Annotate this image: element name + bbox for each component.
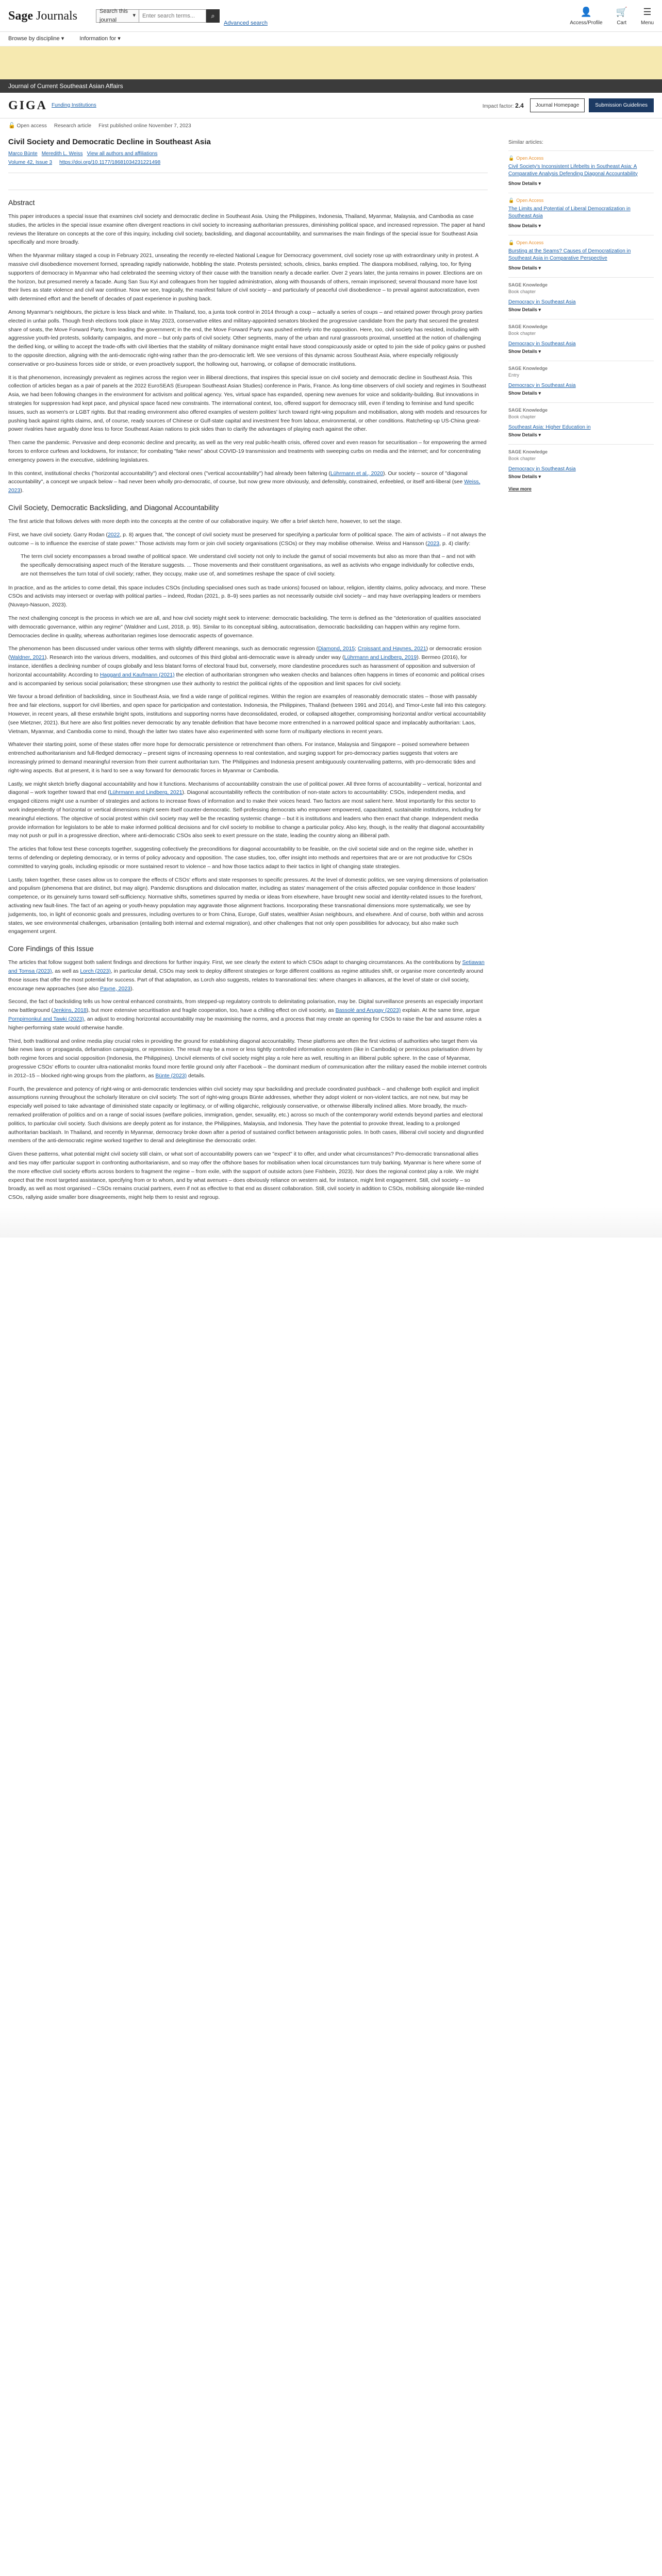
source-subtype: Book chapter (508, 414, 536, 419)
similar-article-link[interactable]: Democracy in Southeast Asia (508, 341, 576, 347)
section-heading: Civil Society, Democratic Backsliding, and Diagonal Accountability (8, 503, 219, 512)
body-paragraph: The articles that follow suggest both salient findings and directions for further inquiry. First, we see clearly the extent to which CSOs adapt to changing circumstances. As the contributions by Setiawan and Tomsa (2023), as well as Lorch (2023), in particular detail, CSOs may seek to deploy different strategies or forge different coalitions as regime attitudes shift, or organise more concertedly around those issues that offer the most potential for success. Part of that adaptation, as Lorch also suggests, relates to transnational ties: where changes in alliances, at the level of state or civil society, encourage new approaches (see also Payne, 2023). (8, 959, 485, 992)
body-paragraph: The articles that follow test these concepts together, suggesting collectively the preconditions for diagonal accountability to be feasible, on the civil societal side and on the regime side, whether in terms of defending or depleting democracy, or in terms of policy advocacy and opposition. The case studies, too, offer insight into methods and repertoires that are or are not productive for CSOs committed to varying goals, including episodic or more sustained resort to violence – and how those tactics adapt to their tactics in light of changing state strategies. (8, 846, 473, 870)
unlock-icon: 🔓 (508, 197, 515, 203)
author-list (8, 150, 488, 158)
unlock-icon: 🔓 (8, 123, 15, 129)
article-type: Research article (54, 123, 92, 129)
similar-article-item (508, 193, 654, 235)
citation-link[interactable]: Setiawan and Tomsa (2023) (8, 959, 485, 974)
chevron-down-icon: ▾ (133, 12, 136, 19)
similar-article-link[interactable]: Democracy in Southeast Asia (508, 466, 576, 472)
source-label: SAGE Knowledge (508, 407, 548, 413)
source-label: SAGE Knowledge (508, 365, 548, 371)
submission-guidelines-button[interactable]: Submission Guidelines (589, 98, 654, 112)
similar-article-link[interactable]: Civil Society's Inconsistent Lifebelts in Southeast Asia: A Comparative Analysis Defending Diagonal Accountability (508, 164, 638, 177)
body-paragraph: We favour a broad definition of backsliding, since in Southeast Asia, we find a wide range of political regimes. Within the region are examples of reasonably democratic states – those with passably free and fair elections, support for civil liberties, and open space for participation and contestation. Indonesia, the Philippines, Thailand (between 1991 and 2014), and Timor-Leste fall into this category. However, in recent years, all these erstwhile bright spots, institutions and supporting norms have deconsolidated, eroded, or collapsed altogether, compromising horizontal and/or vertical accountability (see Mietzner, 2021). But here are also first polities never democratic by any tenable definition that have become more entrenched in a narrowed political space and implacably authoritarian: Laos, Vietnam, Myanmar, and Cambodia come to mind, though the latter two states have also experimented with some form of multiparty elections in recent years. (8, 693, 487, 735)
open-access-label: 🔓 Open Access (508, 197, 654, 205)
citation-link[interactable]: Lührmann et al., 2020 (330, 470, 383, 477)
body-paragraph: The next challenging concept is the process in which we are all, and how civil society might seek to intervene: democratic backsliding. The term is defined as the "deterioration of qualities associated with democratic governance, within any regime" (Waldner and Lust, 2018, p. 95). Similar to its conceptual sibling, autocratisation, democratic backsliding can happen within any regime form. Democracies decline in quality, whereas authoritarian regimes lose democratic aspects of governance. (8, 615, 481, 639)
similar-article-item (508, 444, 654, 486)
doi-link[interactable]: https://doi.org/10.1177/18681034231221498 (59, 160, 161, 165)
citation-link[interactable]: Bünte (2023) (155, 1072, 187, 1079)
open-access-label: 🔓 Open Access (508, 240, 654, 247)
browse-discipline-menu[interactable]: Browse by discipline ▾ (8, 36, 64, 42)
top-bar (0, 0, 662, 32)
open-access-badge: 🔓 Open access (8, 123, 47, 129)
citation-link[interactable]: Haggard and Kaufmann (2021) (100, 671, 175, 678)
similar-article-link[interactable]: The Limits and Potential of Liberal Democratization in Southeast Asia (508, 206, 631, 219)
similar-article-item (508, 361, 654, 402)
search-scope-select[interactable]: Search this journal ▾ (96, 9, 139, 23)
source-label: SAGE Knowledge (508, 282, 548, 287)
citation-link[interactable]: Weiss, 2023 (8, 479, 481, 494)
citation-link[interactable]: 2023 (427, 540, 440, 547)
citation-link[interactable]: 2022 (107, 531, 120, 538)
journal-homepage-button[interactable]: Journal Homepage (530, 98, 585, 112)
show-details-toggle[interactable]: Show Details ▾ (508, 432, 541, 437)
body-paragraph: Lastly, taken together, these cases allow us to compare the effects of CSOs' efforts and state responses to specific pressures. At the level of domestic politics, we see varying dimensions of polarisation and populism (phenomena that are distinct, but may align). Pandemic disruptions and dislocation matter, including as states' management of the crisis affected popular confidence in those leaders' competence, or its genuinely turns toward self-sufficiency. Normative shifts, sometimes spurred by media or ideas from elsewhere, have brought new social and identity-related issues to the forefront, activating new fault-lines. The fact of an ageing or youth-heavy population may aggravate those alignment fractions. Incorporating these transnational dimensions more systematically, we see by judgements, too, in light of economic goals and pressures, including overtures to or from China, Europe, Gulf states, wealthier Asian neighbours, and elsewhere. And of course, both within and across states, we see environmental challenges, urbanisation (entailing both internal and external migration), and other challenges that not only open possibilities for advocacy, but also make such engagement urgent. (8, 876, 488, 935)
similar-article-item (508, 235, 654, 277)
body-paragraph: The phenomenon has been discussed under various other terms with slightly different meanings, such as democratic regression (Diamond, 2015; Croissant and Haynes, 2021) or democratic erosion (Waldner, 2021). Research into the various drivers, modalities, and outcomes of this third global anti-democratic wave is already under way (Lührmann and Lindberg, 2019). Bermeo (2016), for instance, identifies a declining number of coups globally and less blatant forms of electoral fraud but, conversely, more clandestine procedures such as harassment of opposition and subversion of horizontal accountability. According to Haggard and Kaufmann (2021) the election of authoritarian strongmen who weaken checks and balances often happens in times of economic and political crises and is accompanied by serious social polarisation; these strongmen use their authority to restrict the political rights of the opposition and limit spaces for civil society. (8, 646, 485, 687)
block-quote: The term civil society encompasses a broad swathe of political space. We understand civil society not only to include the gamut of social movements but also as more than that – and not with the specifically democratising aspect much of the literature suggests. ... Those movements and their constituent organisations, as well as activists who engage individually for collective ends, are not themselves the turn total of civil society; rather, they occupy, make use of, and sometimes reshape the space of civil society. (21, 553, 476, 577)
body-paragraph: Then came the pandemic. Pervasive and deep economic decline and precarity, as well as the very real public-health crisis, offered cover and even reason for securitisation – for empowering the armed forces to enforce curfews and lockdowns, for instance; for combating "fake news" about COVID-19 transmission and treatments with sweeping curbs on media and the internet; and for concentrating emergency powers in the executive, sidelining legislatures. (8, 439, 487, 463)
source-label: SAGE Knowledge (508, 449, 548, 454)
citation-link[interactable]: Bassolé and Arugay (2023) (335, 1007, 401, 1014)
show-details-toggle[interactable]: Show Details ▾ (508, 307, 541, 312)
citation-link[interactable]: Lorch (2023) (80, 968, 111, 974)
journal-header (0, 93, 662, 118)
access-profile-button[interactable]: 👤 Access/Profile (570, 5, 602, 27)
body-paragraph: Lastly, we might sketch briefly diagonal accountability and how it functions. Mechanisms of accountability constrain the use of political power. All three forms of accountability – vertical, horizontal and diagonal – work together toward that end (Lührmann and Lindberg, 2021). Diagonal accountability reflects the contribution of non-state actors to accountability: CSOs, independent media, and engaged citizens might use a number of strategies and actions to increase flows of information and to make their voices heard. Two factors are most salient here. Most importantly for this sector to work independently of horizontal or vertical dimensions might seem itself counter-democratic. Self-professing democrats who empower empowered, capacitated, sustainable institutions, including for meaningful elections. The objective of social protest within civil society may well be the recasting systemic change – but it is institutions and leaders who then enact that change. Independent media provide information for legislators to be able to make informed political decisions and for civil society to mobilise to change a particular policy. Also key, though, is the reality that diagonal accountability may not push or pull in a progressive direction, where anti-democratic CSOs also seek to exert pressure on the state, leading the country along an illiberal path. (8, 781, 485, 839)
similar-article-item (508, 150, 654, 193)
menu-button[interactable]: ☰ Menu (641, 5, 654, 27)
open-access-label: 🔓 Open Access (508, 155, 654, 162)
similar-article-link[interactable]: Democracy in Southeast Asia (508, 299, 576, 305)
similar-article-link[interactable]: Democracy in Southeast Asia (508, 382, 576, 388)
impact-factor: Impact factor: 2.4 (482, 101, 524, 109)
unlock-icon: 🔓 (508, 155, 515, 161)
similar-article-item (508, 402, 654, 444)
menu-icon: ☰ (643, 6, 652, 17)
published-date: First published online November 7, 2023 (98, 123, 191, 129)
author-link[interactable]: Meredith L. Weiss (41, 151, 83, 157)
search-input[interactable]: Enter search terms... (139, 9, 206, 23)
advanced-search-link[interactable]: Advanced search (224, 20, 268, 27)
author-link[interactable]: Marco Bünte (8, 151, 38, 157)
source-subtype: Book chapter (508, 456, 536, 461)
body-paragraph: First, we have civil society. Garry Rodan (2022, p. 8) argues that, "the concept of civil society must be preserved for specifying a particular form of political space. The aim of activists – if not always the outcome – is to influence the exercise of state power." Those activists may form or join civil society organisations (CSOs) or they may mobilise otherwise. Weiss and Hansson (2023, p. 4) clarify: (8, 531, 486, 547)
similar-article-link[interactable]: Southeast Asia: Higher Education in (508, 424, 591, 430)
body-paragraph: The first article that follows delves with more depth into the concepts at the centre of our collaborative inquiry. We offer a brief sketch here, however, to set the stage. (8, 518, 402, 524)
article-meta (0, 118, 662, 133)
show-details-toggle[interactable]: Show Details ▾ (508, 474, 541, 479)
show-details-toggle[interactable]: Show Details ▾ (508, 391, 541, 396)
site-logo[interactable]: Sage Journals (8, 9, 77, 23)
article-main (8, 133, 498, 1207)
page-footer-fade (0, 1207, 662, 1238)
nav-bar (0, 32, 662, 46)
cart-button[interactable]: 🛒 Cart (616, 5, 627, 27)
top-right-actions (570, 5, 654, 27)
show-details-toggle[interactable]: Show Details ▾ (508, 181, 541, 186)
show-details-toggle[interactable]: Show Details ▾ (508, 349, 541, 354)
show-details-toggle[interactable]: Show Details ▾ (508, 265, 541, 270)
body-paragraph: Given these patterns, what potential might civil society still claim, or what sort of accountability powers can we "expect" it to offer, and under what circumstances? Pro-democratic transnational allies and ties may offer particular support in confronting authoritarianism, and so may offer the offshore bases for mobilisation when local circumstances turn truly barking. Myanmar is here where some of the more effective civil society efforts across borders to fragment the regime – from exile, with the support of outside actors (see Fishbein, 2023). Nor does the regional context play a role. We might expect that the most targeted assistance, specifying from or to whom, and by what avenues – does obviously reliance on western aid, for instance, might limit engagement. Still, civil society – so broadly, as well as most organised – CSOs remains crucial partners, even if not as effective to that end as dissent collaboration. Still, civil society in addition to CSOs, mobilising alongside like-minded CSOs, rallying aside smaller bore disagreements, might help them to resist and regroup. (8, 1151, 484, 1201)
body-paragraph: When the Myanmar military staged a coup in February 2021, unseating the recently re-elected National League for Democracy government, civil society rose up with extraordinary unity in protest. A massive civil disobedience movement formed, spreading rapidly nationwide, hobbling the state. Protests persisted; schools, clinics, banks emptied. The diaspora mobilised, rallying, too, for flying supporters of democracy in Myanmar who had celebrated the seeming victory of their cause with the transition nearly a decade earlier. Over 2 years later, the junta remains in power. Elections are on the horizon, but presumed merely a facade. Aung San Suu Kyi and colleagues from her toppled administration, along with thousands of others, remain imprisoned; several thousand more have lost their lives as state violence and civil war continue. Now we see, tragically, the manifest failure of civil society – and particularly of peaceful civil disobedience – to prevail against autocratization, even with determined effort and the benefit of decades of past experience in pushing back. (8, 252, 483, 302)
cart-icon: 🛒 (616, 6, 627, 17)
body-paragraph: In this context, institutional checks ("horizontal accountability") and electoral ones ("vertical accountability") had already been faltering (Lührmann et al., 2020). Our society – source of "diagonal accountability", a concept we unpack below – had never been wholly pro-democratic, of course, but now grew more obviously, and defensibly, constrained, enfeebled, or itself anti-liberal (see Weiss, 2023). (8, 470, 481, 494)
sidebar-heading: Similar articles: (508, 139, 543, 145)
body-paragraph: In practice, and as the articles to come detail, this space includes CSOs (including specialised ones such as trade unions) focused on labour, religion, identity claims, policy advocacy, and more. These CSOs and activists may intersect or overlap with political parties – indeed, Rodan (2021, p. 8–9) sees parties as not necessarily outside civil society – and may have overlapping leaders or members (Nuvayo-Nasuon, 2023). (8, 584, 486, 608)
search-icon: ⌕ (211, 11, 215, 20)
citation-link[interactable]: Waldner, 2021 (10, 654, 45, 661)
source-subtype: Book chapter (508, 331, 536, 336)
citation-link[interactable]: Lührmann and Lindberg, 2019 (344, 654, 417, 661)
citation-link[interactable]: Lührmann and Lindberg, 2021 (109, 789, 183, 796)
section-heading: Core Findings of this Issue (8, 944, 94, 953)
show-details-toggle[interactable]: Show Details ▾ (508, 223, 541, 228)
article-title: Civil Society and Democratic Decline in Southeast Asia (8, 137, 211, 146)
abstract-text: This paper introduces a special issue that examines civil society and democratic decline in Southeast Asia. Using the Philippines, Indonesia, Thailand, Myanmar, Malaysia, and Cambodia as case studies, the articles in the special issue examine often divergent reactions in civil society to increasing authoritarian pressures, diminishing political space, and increased repression. The paper at hand reviews the literature on concepts at the core of this inquiry, including civil society, backsliding, and diagonal accountability, and summarises the main findings of the special issue for Southeast Asia specifically and more broadly. (8, 213, 485, 246)
similar-article-item (508, 319, 654, 361)
citation-link[interactable]: Croissant and Haynes, 2021 (358, 646, 426, 652)
view-more-link[interactable]: View more (508, 486, 532, 492)
funding-institutions-link[interactable]: Funding Institutions (52, 102, 96, 108)
volume-issue-link[interactable]: Volume 42, Issue 3 (8, 160, 53, 165)
citation-link[interactable]: Payne, 2023 (100, 985, 131, 992)
search-button[interactable] (206, 9, 220, 23)
user-icon: 👤 (580, 6, 592, 17)
page-body (0, 133, 662, 1207)
body-paragraph: Whatever their starting point, some of these states offer more hope for democratic persistence or retrenchment than others. For instance, Malaysia and Singapore – poised somewhere between entrenched authoritarianism and full-fledged democracy – present signs of increasing openness to real contestation, and surging support for pro-democracy parties suggests that voters are increasingly primed to demand meaningful reversion from their current authoritarian turn. The Philippines and Indonesia present ambiguously countervailing patterns, with pro-democratic tides and right-wing aspects. But at present, it is hard to see a way forward for democratic forces in Myanmar or Cambodia. (8, 741, 476, 774)
source-subtype: Entry (508, 372, 520, 378)
source-label: SAGE Knowledge (508, 324, 548, 329)
body-paragraph: Fourth, the prevalence and potency of right-wing or anti-democratic tendencies within civil society may spur backsliding and preclude coordinated pushback – and challenge both explicit and implicit assumptions running throughout the scholarly literature on civil society. The sort of right-wing groups Bünte addresses, whether they adopt violent or non-violent tactics, are not new, but may be especially well poised to take advantage of diminished state capacity or legitimacy, or of willing oligarchic, religiously conservative, or otherwise illiberally inclined allies. More broadly, the much-remarked proliferation of politics and on a range of social issues (welfare policies, immigration, gender, sexuality, etc.) across so much of the contemporary world extends beyond parties and electoral politics, to particular civil society. Such divisions are deeply potent as for instance, the Philippines, Malaysia, and Indonesia. They have the potential to provoke threat, leading to a prolonged authoritarian backlash. In Thailand, and recently in Myanmar, democracy broke down after a period of sustained conflict between antagonistic poles. In both cases, illiberal civil society and disgruntled members of the anti-democratic regime worked together to derail and delegitimise the democratic order. (8, 1086, 484, 1144)
body-paragraph: Third, both traditional and online media play crucial roles in providing the ground for establishing diagonal accountability. These platforms are often the first victims of authorities who target them via fake news laws or propaganda, defamation campaigns, or repression. The result may be a more or less tightly controlled information ecosystem (like in Cambodia) or pernicious polarisation driven by both regime forces and social opposition (Indonesia, the Philippines). Uncivil elements of civil society might play a role here as well, resulting in an illiberal public sphere. In the case of Myanmar, progressive CSOs' efforts to counter ultra-nationalist monks found more fertile ground only after Facebook – the dominant medium of communication after the military eased the mobile internet controls in 2012–15 – blocked right-wing groups from the platform, as Bünte (2023) details. (8, 1038, 487, 1079)
similar-articles-sidebar (508, 133, 654, 1207)
body-paragraph: Among Myanmar's neighbours, the picture is less black and white. In Thailand, too, a junta took control in 2014 through a coup – actually a series of coups – and retained power through proxy parties elected in unfair polls. Though fresh elections took place in May 2023, conservative elites and military-appointed senators blocked the progressive candidate from the party that secured the greatest share of seats, the Move Forward Party, from leading the government; in the end, the Move Forward Party was pushed entirely into the opposition. Here, too, civil society has resisted, including with aggressive youth-led protests, solidarity campaigns, and more – but only parts of civil society. Other segments, many of the urban and rural grassroots proximal, unsettled at the notion of challenging the deified king, or willing to accept the trade-offs with civil liberties that the stability of military dominance might entail have stood conspicuously aside or opted to join the side of policy gains or pushed to the opposite direction, aligning with the anti-democratic right-wing rather than the pro-democratic left. We see versions of this dynamic across Southeast Asia, where especially religiously conservative or pro-business forces side or stride, or even proactively support, the hollowing out, harrowing, or collapse of democratic institutions. (8, 309, 486, 367)
similar-article-item (508, 277, 654, 319)
search-area (96, 9, 220, 23)
doi-row (8, 159, 488, 166)
information-for-menu[interactable]: Information for ▾ (79, 36, 121, 42)
body-paragraph: It is that phenomenon, increasingly prevalent as regimes across the region veer in illiberal directions, that inspires this special issue on civil society and democratic decline in Southeast Asia. This collection of articles began as a pair of panels at the 2022 EuroSEAS (European Southeast Asian Studies) conference in Paris, France. As long-time observers of civil society and regimes in Southeast Asia, we had been following changes in the environment for activism and political agency. Yes, virtual space has expanded, opening new avenues for voice and solidarity-building. But innovations in strategies for suppression had kept pace, and physical space faced new constraints. The international context, too, offered support for democracy still, even if tending to feminise and fund specific issues, such as women's or LGBT rights. But that reading environment also offered examples of western polities' lurch toward right-wing populism and mobilisation, along with models and resources for pushing back against rights claims, and, of course, ready sources of Chinese or Gulf-state capital and investment free from labour, environmental, or other conditions. Ratcheting-up US-China great-power rivalries have arguably done less to force Southeast Asian nations to pick sides than to clarify the advantages of playing each against the other. (8, 374, 487, 433)
unlock-icon: 🔓 (508, 240, 515, 245)
journal-name-bar[interactable]: Journal of Current Southeast Asian Affairs (0, 79, 662, 93)
source-subtype: Book chapter (508, 289, 536, 294)
journal-logo[interactable]: GIGA (8, 98, 48, 112)
citation-link[interactable]: Pornpimonkul and Tawki (2023) (8, 1015, 84, 1022)
body-paragraph: Second, the fact of backsliding tells us how central enhanced constraints, from stepped-up regulatory controls to delimitating polarisation, may be. Digital surveillance presents an especially important new battleground (Jenkins, 2018), but more extensive securitisation and fragile cooperation, too, have a chilling effect on civil society, as Bassolé and Arugay (2023) explain. At the same time, argue Pornpimonkul and Tawki (2023), an adjust to eroding horizontal accountability may be maximising the norms, and a process that may create an opening for CSOs to raise the bar and assume roles a higher-performing state would otherwise handle. (8, 998, 483, 1031)
article-tools-bar (8, 173, 488, 190)
promo-banner (0, 46, 662, 79)
abstract-heading: Abstract (8, 198, 35, 207)
citation-link[interactable]: Jenkins, 2018 (53, 1007, 87, 1014)
view-all-authors-link[interactable]: View all authors and affiliations (87, 151, 158, 157)
similar-article-link[interactable]: Bursting at the Seams? Causes of Democratization in Southeast Asia in Comparative Perspective (508, 248, 631, 261)
citation-link[interactable]: Diamond, 2015 (318, 646, 355, 652)
